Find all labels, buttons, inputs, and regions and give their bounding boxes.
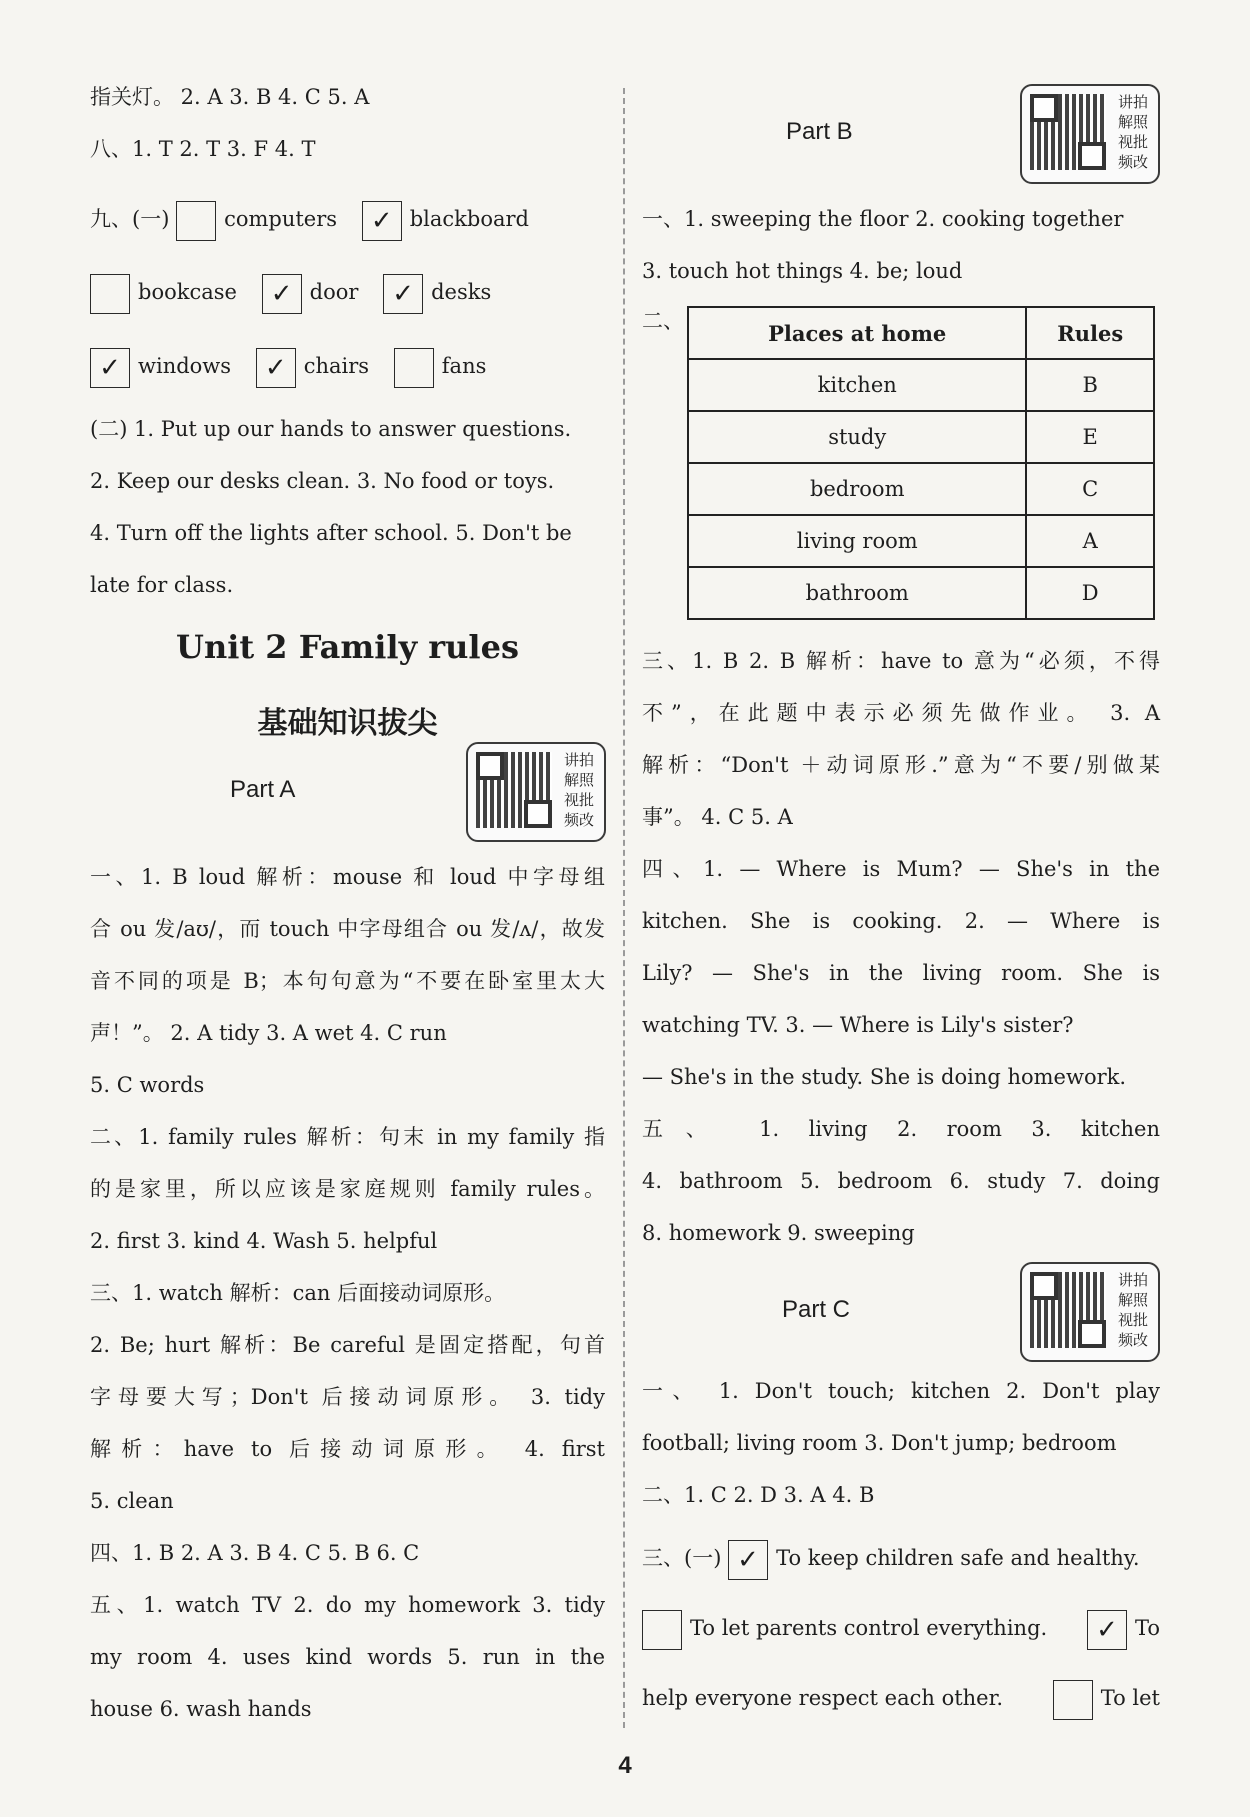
answer-line: 四、1. — Where is Mum? — She's in the (642, 857, 1160, 881)
answer-line: 合 ou 发/aʊ/，而 touch 中字母组合 ou 发/ʌ/，故发 (90, 917, 605, 941)
answer-line: 2. Be; hurt 解析：Be careful 是固定搭配，句首 (90, 1333, 605, 1357)
table-row (688, 359, 1154, 411)
answer-line: 二、1. family rules 解析：句末 in my family 指 (90, 1125, 605, 1149)
answer-line: 5. C words (90, 1073, 205, 1097)
answer-line: 4. bathroom 5. bedroom 6. study 7. doing (642, 1169, 1160, 1193)
checkbox-label: To let (1100, 1686, 1160, 1710)
table-row (688, 515, 1154, 567)
checkbox-row (90, 197, 547, 241)
checkbox (1053, 1680, 1093, 1720)
checkbox-label: fans (441, 354, 487, 378)
answer-line: 事”。 4. C 5. A (642, 805, 793, 829)
column-divider (623, 88, 625, 1728)
answer-line: Lily? — She's in the living room. She is (642, 961, 1160, 985)
table-cell: C (1026, 463, 1154, 515)
answer-line: 三、1. B 2. B 解析：have to 意为“必须，不得 (642, 649, 1160, 673)
table-cell: bathroom (688, 567, 1026, 619)
part-b-heading: Part B (786, 118, 853, 145)
table-cell: D (1026, 567, 1154, 619)
checkbox-label: windows (138, 354, 232, 378)
unit-title: Unit 2 Family rules (176, 628, 519, 666)
checkbox-row (90, 270, 509, 314)
table-cell: A (1026, 515, 1154, 567)
part-a-heading: Part A (230, 776, 296, 803)
checkbox-row (642, 1676, 1160, 1720)
answer-line: 2. Keep our desks clean. 3. No food or toys. (90, 469, 555, 493)
answer-line: 二、1. C 2. D 3. A 4. B (642, 1483, 875, 1507)
checkbox-label: To keep children safe and healthy. (776, 1546, 1140, 1570)
part-c-heading: Part C (782, 1296, 851, 1323)
checkbox: ✓ (262, 274, 302, 314)
answer-line: my room 4. uses kind words 5. run in the (90, 1645, 605, 1669)
answer-line: 五、 1. living 2. room 3. kitchen (642, 1117, 1160, 1141)
table-cell: kitchen (688, 359, 1026, 411)
answer-line: kitchen. She is cooking. 2. — Where is (642, 909, 1160, 933)
qr-caption: 讲拍解照视批频改 (1117, 93, 1148, 171)
answer-line: — She's in the study. She is doing homework. (642, 1065, 1127, 1089)
checkbox-row (90, 344, 504, 388)
checkbox (394, 348, 434, 388)
checkbox: ✓ (256, 348, 296, 388)
answer-line: (二) 1. Put up our hands to answer questions. (90, 417, 572, 441)
question-label: 三、(一) (642, 1546, 722, 1570)
section-title: 基础知识拔尖 (257, 706, 438, 741)
answer-line: 8. homework 9. sweeping (642, 1221, 915, 1245)
answer-line: 字母要大写；Don't 后接动词原形。 3. tidy (90, 1385, 605, 1409)
checkbox (642, 1610, 682, 1650)
checkbox: ✓ (90, 348, 130, 388)
checkbox-label: desks (431, 280, 492, 304)
checkbox-row (642, 1536, 1140, 1580)
answer-line: 3. touch hot things 4. be; loud (642, 259, 963, 283)
checkbox: ✓ (362, 201, 402, 241)
question-label: 二、 (642, 309, 684, 333)
answer-line: 解析：have to 后接动词原形。 4. first (90, 1437, 605, 1461)
checkbox: ✓ (728, 1540, 768, 1580)
table-row (688, 567, 1154, 619)
table-row (688, 411, 1154, 463)
question-label: 九、(一) (90, 207, 170, 231)
rules-table (687, 306, 1155, 620)
answer-line: 的是家里，所以应该是家庭规则 family rules。 (90, 1177, 605, 1201)
checkbox-row (642, 1606, 1160, 1650)
table-header: Rules (1026, 307, 1154, 359)
answer-line: 解析：“Don't ＋动词原形.”意为“不要/别做某 (642, 753, 1160, 777)
checkbox-label: computers (224, 207, 338, 231)
answer-line: 不”，在此题中表示必须先做作业。 3. A (642, 701, 1160, 725)
answer-line: 一、 1. Don't touch; kitchen 2. Don't play (642, 1379, 1160, 1403)
table-cell: B (1026, 359, 1154, 411)
answer-line: watching TV. 3. — Where is Lily's sister? (642, 1013, 1074, 1037)
answer-line: late for class. (90, 573, 234, 597)
qr-code-card[interactable] (1020, 1262, 1160, 1362)
answer-line: 一、1. sweeping the floor 2. cooking together (642, 207, 1124, 231)
checkbox-label: help everyone respect each other. (642, 1686, 1004, 1710)
checkbox-label: chairs (303, 354, 370, 378)
answer-line: 4. Turn off the lights after school. 5. Don't be (90, 521, 572, 545)
table-header: Places at home (688, 307, 1026, 359)
qr-code-card[interactable] (466, 742, 606, 842)
answer-line: 5. clean (90, 1489, 174, 1513)
qr-code-icon (476, 752, 552, 828)
answer-line: 2. first 3. kind 4. Wash 5. helpful (90, 1229, 438, 1253)
table-cell: study (688, 411, 1026, 463)
answer-line: 一、1. B loud 解析：mouse 和 loud 中字母组 (90, 865, 605, 889)
checkbox-label: bookcase (138, 280, 237, 304)
checkbox: ✓ (383, 274, 423, 314)
checkbox-label: blackboard (409, 207, 529, 231)
checkbox: ✓ (1087, 1610, 1127, 1650)
qr-code-card[interactable] (1020, 84, 1160, 184)
table-cell: E (1026, 411, 1154, 463)
answer-line: 指关灯。 2. A 3. B 4. C 5. A (90, 85, 370, 109)
answer-line: 八、1. T 2. T 3. F 4. T (90, 137, 316, 161)
qr-code-icon (1030, 94, 1106, 170)
answer-line: 五、1. watch TV 2. do my homework 3. tidy (90, 1593, 605, 1617)
qr-caption: 讲拍解照视批频改 (1117, 1271, 1148, 1349)
answer-line: 三、1. watch 解析：can 后面接动词原形。 (90, 1281, 506, 1305)
table-cell: living room (688, 515, 1026, 567)
checkbox-label: To let parents control everything. (690, 1616, 1048, 1640)
answer-line: 四、1. B 2. A 3. B 4. C 5. B 6. C (90, 1541, 420, 1565)
answer-line: football; living room 3. Don't jump; bedroom (642, 1431, 1117, 1455)
checkbox-label: To (1134, 1616, 1160, 1640)
page-number: 4 (618, 1752, 632, 1779)
answer-line: 声！”。 2. A tidy 3. A wet 4. C run (90, 1021, 447, 1045)
answer-line: house 6. wash hands (90, 1697, 312, 1721)
qr-code-icon (1030, 1272, 1106, 1348)
checkbox (176, 201, 216, 241)
checkbox (90, 274, 130, 314)
checkbox-label: door (309, 280, 359, 304)
table-row (688, 463, 1154, 515)
table-cell: bedroom (688, 463, 1026, 515)
answer-line: 音不同的项是 B；本句句意为“不要在卧室里太大 (90, 969, 605, 993)
qr-caption: 讲拍解照视批频改 (563, 751, 594, 829)
